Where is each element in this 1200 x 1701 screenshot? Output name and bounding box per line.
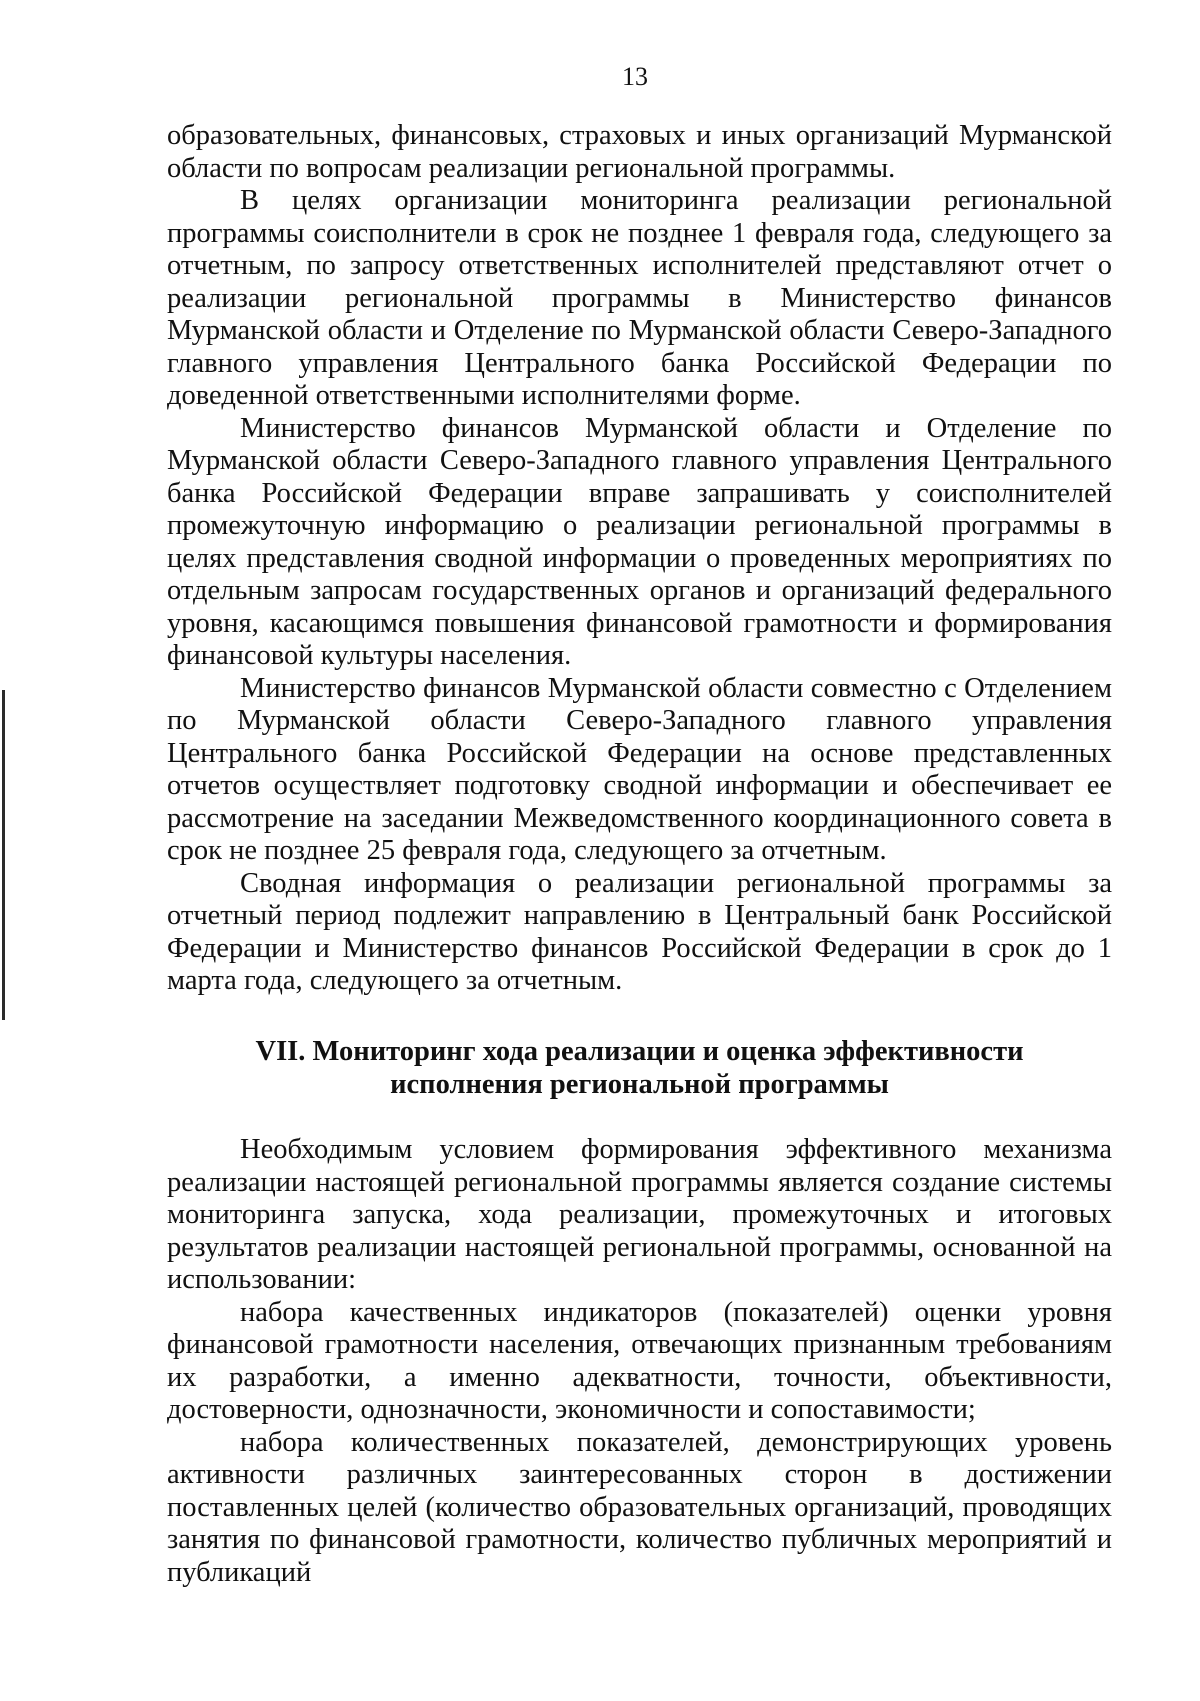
body-text-block-2 <box>167 1134 1112 1589</box>
paragraph-quantitative-indicators: набора количественных показателей, демонстрирующих уровень активности различных заинтересованных сторон в достижении поставленных целей (количество образовательных организаций, проводящих занятия по финансовой грамотности, количество публичных мероприятий и публикаций <box>167 1426 1112 1588</box>
scan-edge-mark <box>2 690 5 1020</box>
paragraph-summary-preparation: Министерство финансов Мурманской области совместно с Отделением по Мурманской области Северо-Западного главного управления Центрального банка Российской Федерации на основе представленных отчетов осуществляет подготовку сводной информации и обеспечивает ее рассмотрение на заседании Межведомственного координационного совета в срок не позднее 25 февраля года, следующего за отчетным. <box>167 672 1112 866</box>
paragraph-qualitative-indicators: набора качественных индикаторов (показателей) оценки уровня финансовой грамотности населения, отвечающих признанным требованиям их разработки, а именно адекватности, точности, объективности, достоверности, однозначности, экономичности и сопоставимости; <box>167 1296 1112 1425</box>
paragraph-interim-information: Министерство финансов Мурманской области и Отделение по Мурманской области Северо-Западного главного управления Центрального банка Российской Федерации вправе запрашивать у соисполнителей промежуточную информацию о реализации региональной программы в целях представления сводной информации о проведенных мероприятиях по отдельным запросам государственных органов и организаций федерального уровня, касающимся повышения финансовой грамотности и формирования финансовой культуры населения. <box>167 412 1112 671</box>
page-number: 13 <box>622 62 648 91</box>
section-heading <box>167 1036 1112 1101</box>
paragraph-summary-submission: Сводная информация о реализации региональной программы за отчетный период подлежит направлению в Центральный банк Российской Федерации и Министерство финансов Российской Федерации в срок до 1 марта года, следующего за отчетным. <box>167 867 1112 996</box>
paragraph-monitoring-system: Необходимым условием формирования эффективного механизма реализации настоящей региональной программы является создание системы мониторинга запуска, хода реализации, промежуточных и итоговых результатов реализации настоящей региональной программы, основанной на использовании: <box>167 1134 1112 1295</box>
paragraph-monitoring-reports: В целях организации мониторинга реализации региональной программы соисполнители в срок не позднее 1 февраля года, следующего за отчетным, по запросу ответственных исполнителей представляют отчет о реализации региональной программы в Министерство финансов Мурманской области и Отделение по Мурманской области Северо-Западного главного управления Центрального банка Российской Федерации по доведенной ответственными исполнителями форме. <box>167 185 1112 411</box>
section-heading-line-2: исполнения региональной программы <box>390 1068 889 1100</box>
section-heading-line-1: VII. Мониторинг хода реализации и оценка эффективности <box>255 1036 1024 1067</box>
body-text-block-1 <box>167 120 1112 998</box>
paragraph-continuation: образовательных, финансовых, страховых и иных организаций Мурманской области по вопросам реализации региональной программы. <box>167 120 1112 184</box>
